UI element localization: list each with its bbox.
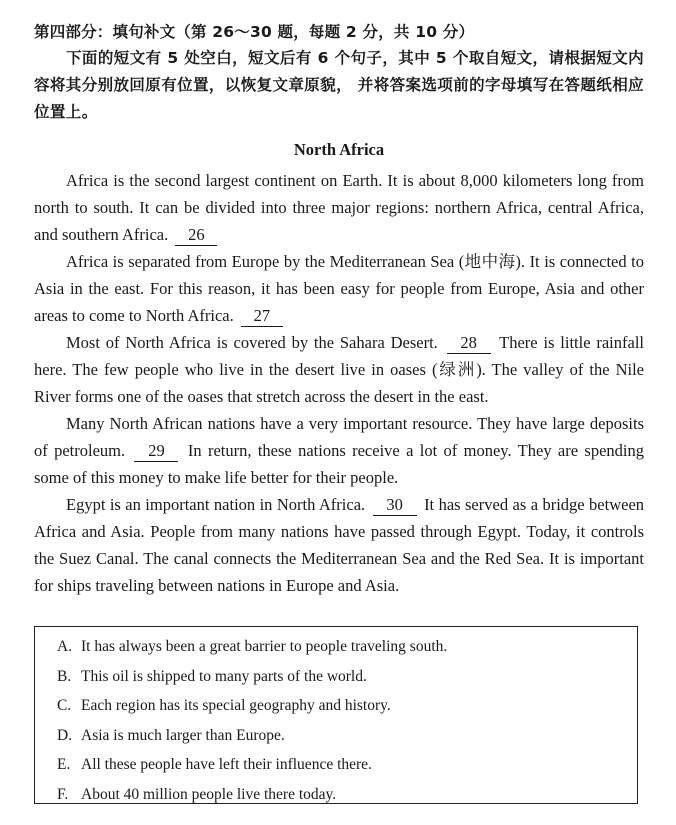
option-text: This oil is shipped to many parts of the world.	[81, 667, 367, 685]
paragraph-2	[34, 248, 644, 329]
option-letter: F.	[57, 785, 69, 803]
paragraph-text: Africa is the second largest continent on Earth. It is about 8,000 kilometers long from north to south. It can be divided into three major regions: northern Africa, central Africa, and southern Africa.	[34, 171, 644, 244]
section-header: 第四部分：填句补文（第 26～30 题，每题 2 分，共 10 分）	[34, 23, 475, 41]
option-d	[57, 721, 637, 751]
instructions: 下面的短文有 5 处空白，短文后有 6 个句子，其中 5 个取自短文，请根据短文内容将其分别放回原有位置，以恢复文章原貌， 并将答案选项前的字母填写在答题纸相应位置上。	[34, 49, 644, 121]
blank-26: 26	[175, 225, 217, 246]
paragraph-text: Many North African nations have a very important resource. They have large deposits of petroleum.	[34, 414, 644, 460]
paragraph-text: Africa is separated from Europe by the Mediterranean Sea (地中海). It is connected to Asia in the east. For this reason, it has been easy for people from Europe, Asia and other areas to come to North Africa.	[34, 252, 644, 325]
option-letter: D.	[57, 726, 73, 744]
paragraph-text: It has served as a bridge between Africa and Asia. People from many nations have passed through Egypt. Today, it controls the Suez Canal. The canal connects the Mediterranean Sea and the Red Sea. It is important for ships traveling between nations in Europe and Asia.	[34, 495, 645, 595]
paragraph-text: There is little rainfall here. The few people who live in the desert live in oases (绿洲). The valley of the Nile River forms one of the oases that stretch across the desert in the east.	[34, 333, 644, 406]
option-a	[57, 632, 637, 662]
paragraph-4	[34, 410, 644, 491]
paragraph-text: In return, these nations receive a lot of money. They are spending some of this money to make life better for their people.	[34, 441, 644, 487]
option-letter: A.	[57, 638, 73, 655]
option-text: About 40 million people live there today.	[81, 785, 337, 803]
paragraph-text: Egypt is an important nation in North Africa.	[66, 495, 366, 514]
option-b	[57, 662, 637, 692]
paragraph-1	[34, 167, 644, 248]
options-box	[34, 626, 638, 804]
option-text: All these people have left their influence there.	[81, 756, 372, 773]
option-letter: C.	[57, 697, 72, 714]
blank-29: 29	[134, 441, 178, 462]
option-text: Asia is much larger than Europe.	[81, 726, 285, 744]
option-f	[57, 780, 637, 810]
option-letter: B.	[57, 667, 72, 685]
option-e	[57, 750, 637, 780]
blank-28: 28	[447, 333, 491, 354]
paragraph-3	[34, 329, 644, 410]
option-text: Each region has its special geography and history.	[81, 697, 391, 714]
option-text: It has always been a great barrier to people traveling south.	[81, 638, 448, 655]
blank-27: 27	[241, 306, 283, 327]
article-title: North Africa	[293, 140, 385, 159]
blank-30: 30	[373, 495, 417, 516]
option-c	[57, 691, 637, 721]
option-letter: E.	[57, 756, 71, 773]
paragraph-text: Most of North Africa is covered by the Sahara Desert.	[66, 333, 438, 352]
paragraph-5	[34, 491, 644, 599]
question-section	[34, 20, 644, 599]
